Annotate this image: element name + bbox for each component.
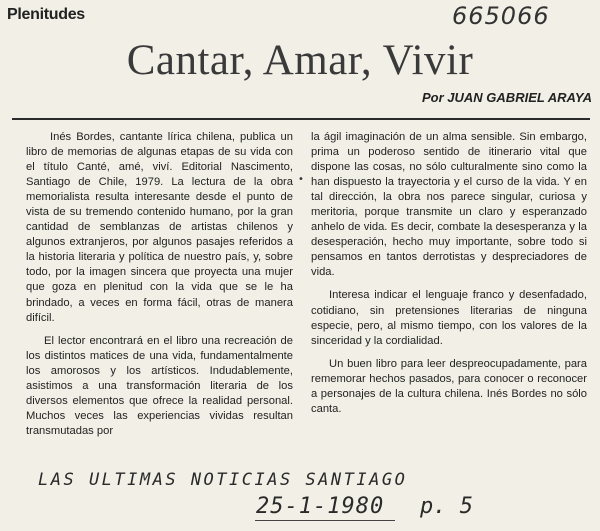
- paragraph: la ágil imaginación de un alma sensible. Sin embargo, prima un poderoso sentido de itinerario vital que dispone las cosas, no sólo culturalmente sino como la han dispuesto la trayectoria y el curso de la vida. Y en tal dirección, la obra nos parece singular, curiosa y meritoria, porque transmite un claro y esperanzado anhelo de vida. Es decir, combate la desesperanza y la desesperación, hecho muy importante, sobre todo si pensamos en tantos derrotistas y despreciadores de vida.: [311, 131, 587, 279]
- paragraph: Inés Bordes, cantante lírica chilena, publica un libro de memorias de algunas etapas de su vida con el título Canté, amé, viví. Editorial Nascimento, Santiago de Chile, 1979. La lectura de la obra memorialista resulta interesante desde el punto de vista de su tremendo contenido humano, por la gran cantidad de semblanzas de artistas chilenos y algunos extranjeros, por algunos pasajes referidos a la historia literaria y política de nuestro país, y, sobre todo, por la imagen sincera que proyecta una mujer que goza en plenitud con la vida que se le ha brindado, a veces en forma fácil, otras de manera difícil.: [26, 131, 293, 324]
- handwritten-source: LAS ULTIMAS NOTICIAS SANTIAGO: [38, 470, 408, 490]
- handwritten-code: 665066: [452, 2, 550, 30]
- byline: Por JUAN GABRIEL ARAYA: [422, 90, 592, 105]
- column-bullet: •: [298, 174, 304, 185]
- article-title: Cantar, Amar, Vivir: [126, 37, 474, 84]
- handwritten-underline: [255, 520, 395, 521]
- left-column: [26, 130, 293, 447]
- handwritten-page: p. 5: [420, 494, 473, 519]
- paragraph: Interesa indicar el lenguaje franco y desenfadado, cotidiano, sin pretensiones literarias de ninguna especie, pero, al mismo tiempo, con los valores de la sinceridad y la cordialidad.: [311, 289, 587, 347]
- section-label: Plenitudes: [7, 6, 85, 23]
- header-rule: [12, 118, 590, 120]
- paragraph: Un buen libro para leer despreocupadamente, para rememorar hechos pasados, para conocer o reconocer a personajes de la cultura chilena. Inés Bordes no sólo canta.: [311, 357, 587, 415]
- right-column: [311, 130, 587, 425]
- handwritten-date: 25-1-1980: [256, 494, 385, 519]
- paragraph: El lector encontrará en el libro una recreación de los distintos matices de una vida, fundamentalmente los amorosos y los artísticos. Indudablemente, asistimos a una transformación literaria de los diversos elementos que ofrece la realidad personal. Muchos veces las experiencias vividas resultan transmutadas por: [26, 334, 293, 437]
